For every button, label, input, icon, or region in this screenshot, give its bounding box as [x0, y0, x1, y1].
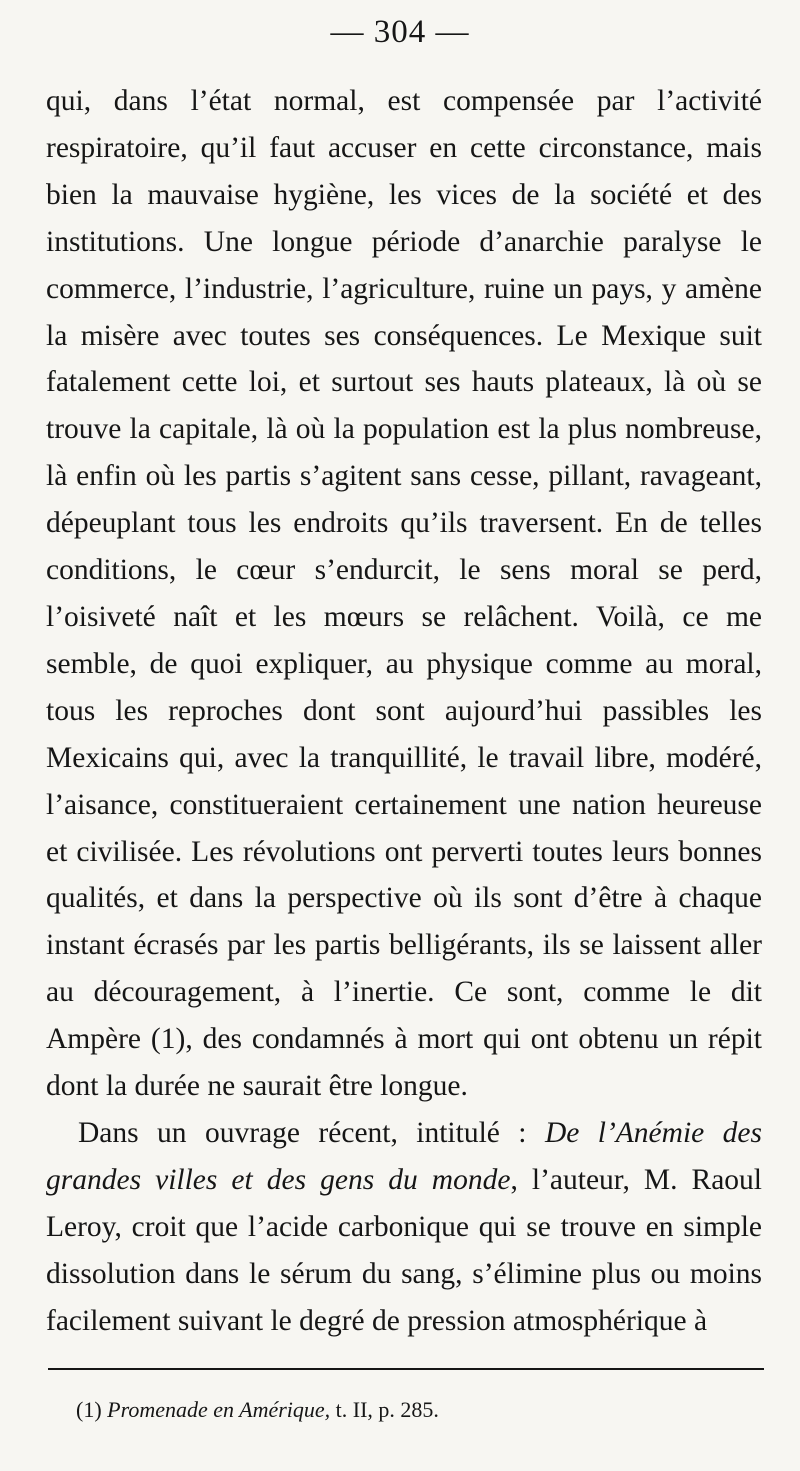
footnote-title: Promenade en Amérique, — [107, 1397, 331, 1422]
page-number: — 304 — — [330, 14, 470, 50]
footnote — [76, 1397, 439, 1423]
cited-work-title: De l’Anémie des grandes villes et des gens du monde — [46, 1116, 762, 1196]
footnote-separator — [48, 1368, 764, 1370]
paragraph-2-lead: Dans un ouvrage récent, intitulé : — [78, 1116, 545, 1149]
paragraph-2-rest: , l’auteur, M. Raoul Leroy, croit que l’acide carbonique qui se trouve en simple dissolution dans le sérum du sang, s’élimine plus ou moins facilement suivant le degré de pression atmosphérique à — [46, 1163, 762, 1337]
paragraph-1: qui, dans l’état normal, est compensée par l’activité respiratoire, qu’il faut accuser en cette circonstance, mais bien la mauvaise hygiène, les vices de la société et des institutions. Une longue période d’anarchie paralyse le commerce, l’industrie, l’agriculture, ruine un pays, y amène la misère avec toutes ses conséquences. Le Mexique suit fatalement cette loi, et surtout ses hauts plateaux, là où se trouve la capitale, là où la population est la plus nombreuse, là enfin où les partis s’agitent sans cesse, pillant, ravageant, dépeuplant tous les endroits qu’ils traversent. En de telles conditions, le cœur s’endurcit, le sens moral se perd, l’oisiveté naît et les mœurs se relâchent. Voilà, ce me semble, de quoi expliquer, au physique comme au moral, tous les reproches dont sont aujourd’hui passibles les Mexicains qui, avec la tranquillité, le travail libre, modéré, l’aisance, constitueraient certainement une nation heureuse et civilisée. Les révolutions ont perverti toutes leurs bonnes qualités, et dans la perspective où ils sont d’être à chaque instant écrasés par les partis belligérants, ils se laissent aller au découragement, à l’inertie. Ce sont, comme le dit Ampère (1), des condamnés à mort qui ont obtenu un répit dont la durée ne saurait être longue. — [46, 85, 762, 1103]
main-text — [46, 78, 762, 1344]
footnote-reference: t. II, p. 285. — [335, 1397, 439, 1422]
paragraph-2 — [46, 1110, 762, 1345]
footnote-marker: (1) — [76, 1397, 102, 1422]
